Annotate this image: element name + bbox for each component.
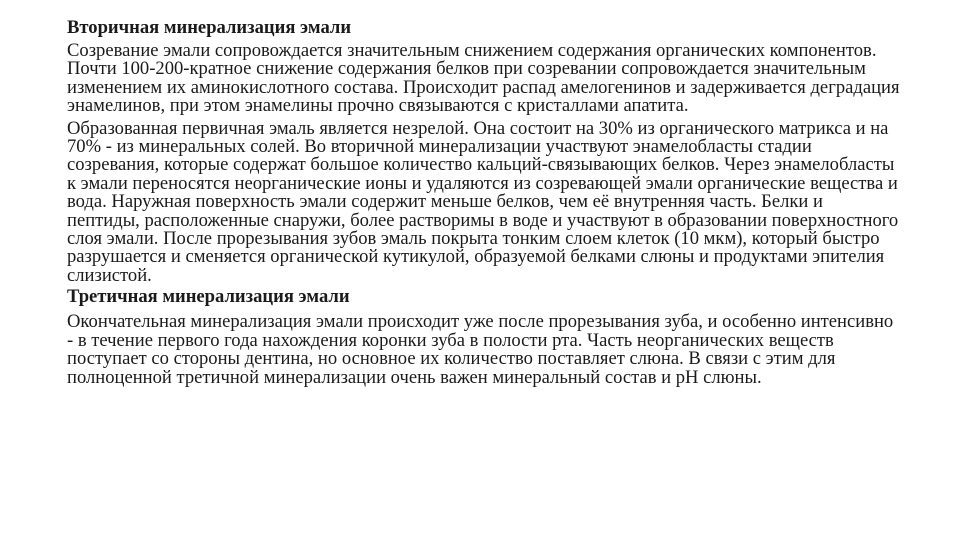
paragraph-final-mineralization: Окончательная минерализация эмали происходит уже после прорезывания зуба, и особенно интенсивно - в течение первого года нахождения коронки зуба в полости рта. Часть неорганических веществ поступает со стороны дентина, но основное их количество поставляет слюна. В связи с этим для полноценной третичной минерализации очень важен минеральный состав и pH слюны. xyxy=(67,311,894,388)
paragraph-primary-enamel: Образованная первичная эмаль является незрелой. Она состоит на 30% из органического матрикса и на 70% - из минеральных солей. Во вторичной минерализации участвуют энамелобласты стадии созревания, которые содержат большое количество кальций-связывающих белков. Через энамелобласты к эмали переносятся неорганические ионы и удаляются из созревающей эмали органические вещества и вода. Наружная поверхность эмали содержит меньше белков, чем её внутренняя часть. Белки и пептиды, расположенные снаружи, более растворимы в воде и участвуют в образовании поверхностного слоя эмали. После прорезывания зубов эмаль покрыта тонким слоем клеток (10 мкм), который быстро разрушается и сменяется органической кутикулой, образуемой белками слюны и продуктами эпителия слизистой. xyxy=(67,117,899,286)
section-heading-secondary-mineralization: Вторичная минерализация эмали xyxy=(67,17,352,38)
paragraph-enamel-maturation: Созревание эмали сопровождается значительным снижением содержания органических компонентов. Почти 100-200-кратное снижение содержания белков при созревании сопровождается значительным изменением их аминокислотного состава. Происходит распад амелогенинов и задерживается деградация энамелинов, при этом энамелины прочно связываются с кристаллами апатита. xyxy=(67,40,900,117)
section-heading-tertiary-mineralization: Третичная минерализация эмали xyxy=(67,286,350,308)
